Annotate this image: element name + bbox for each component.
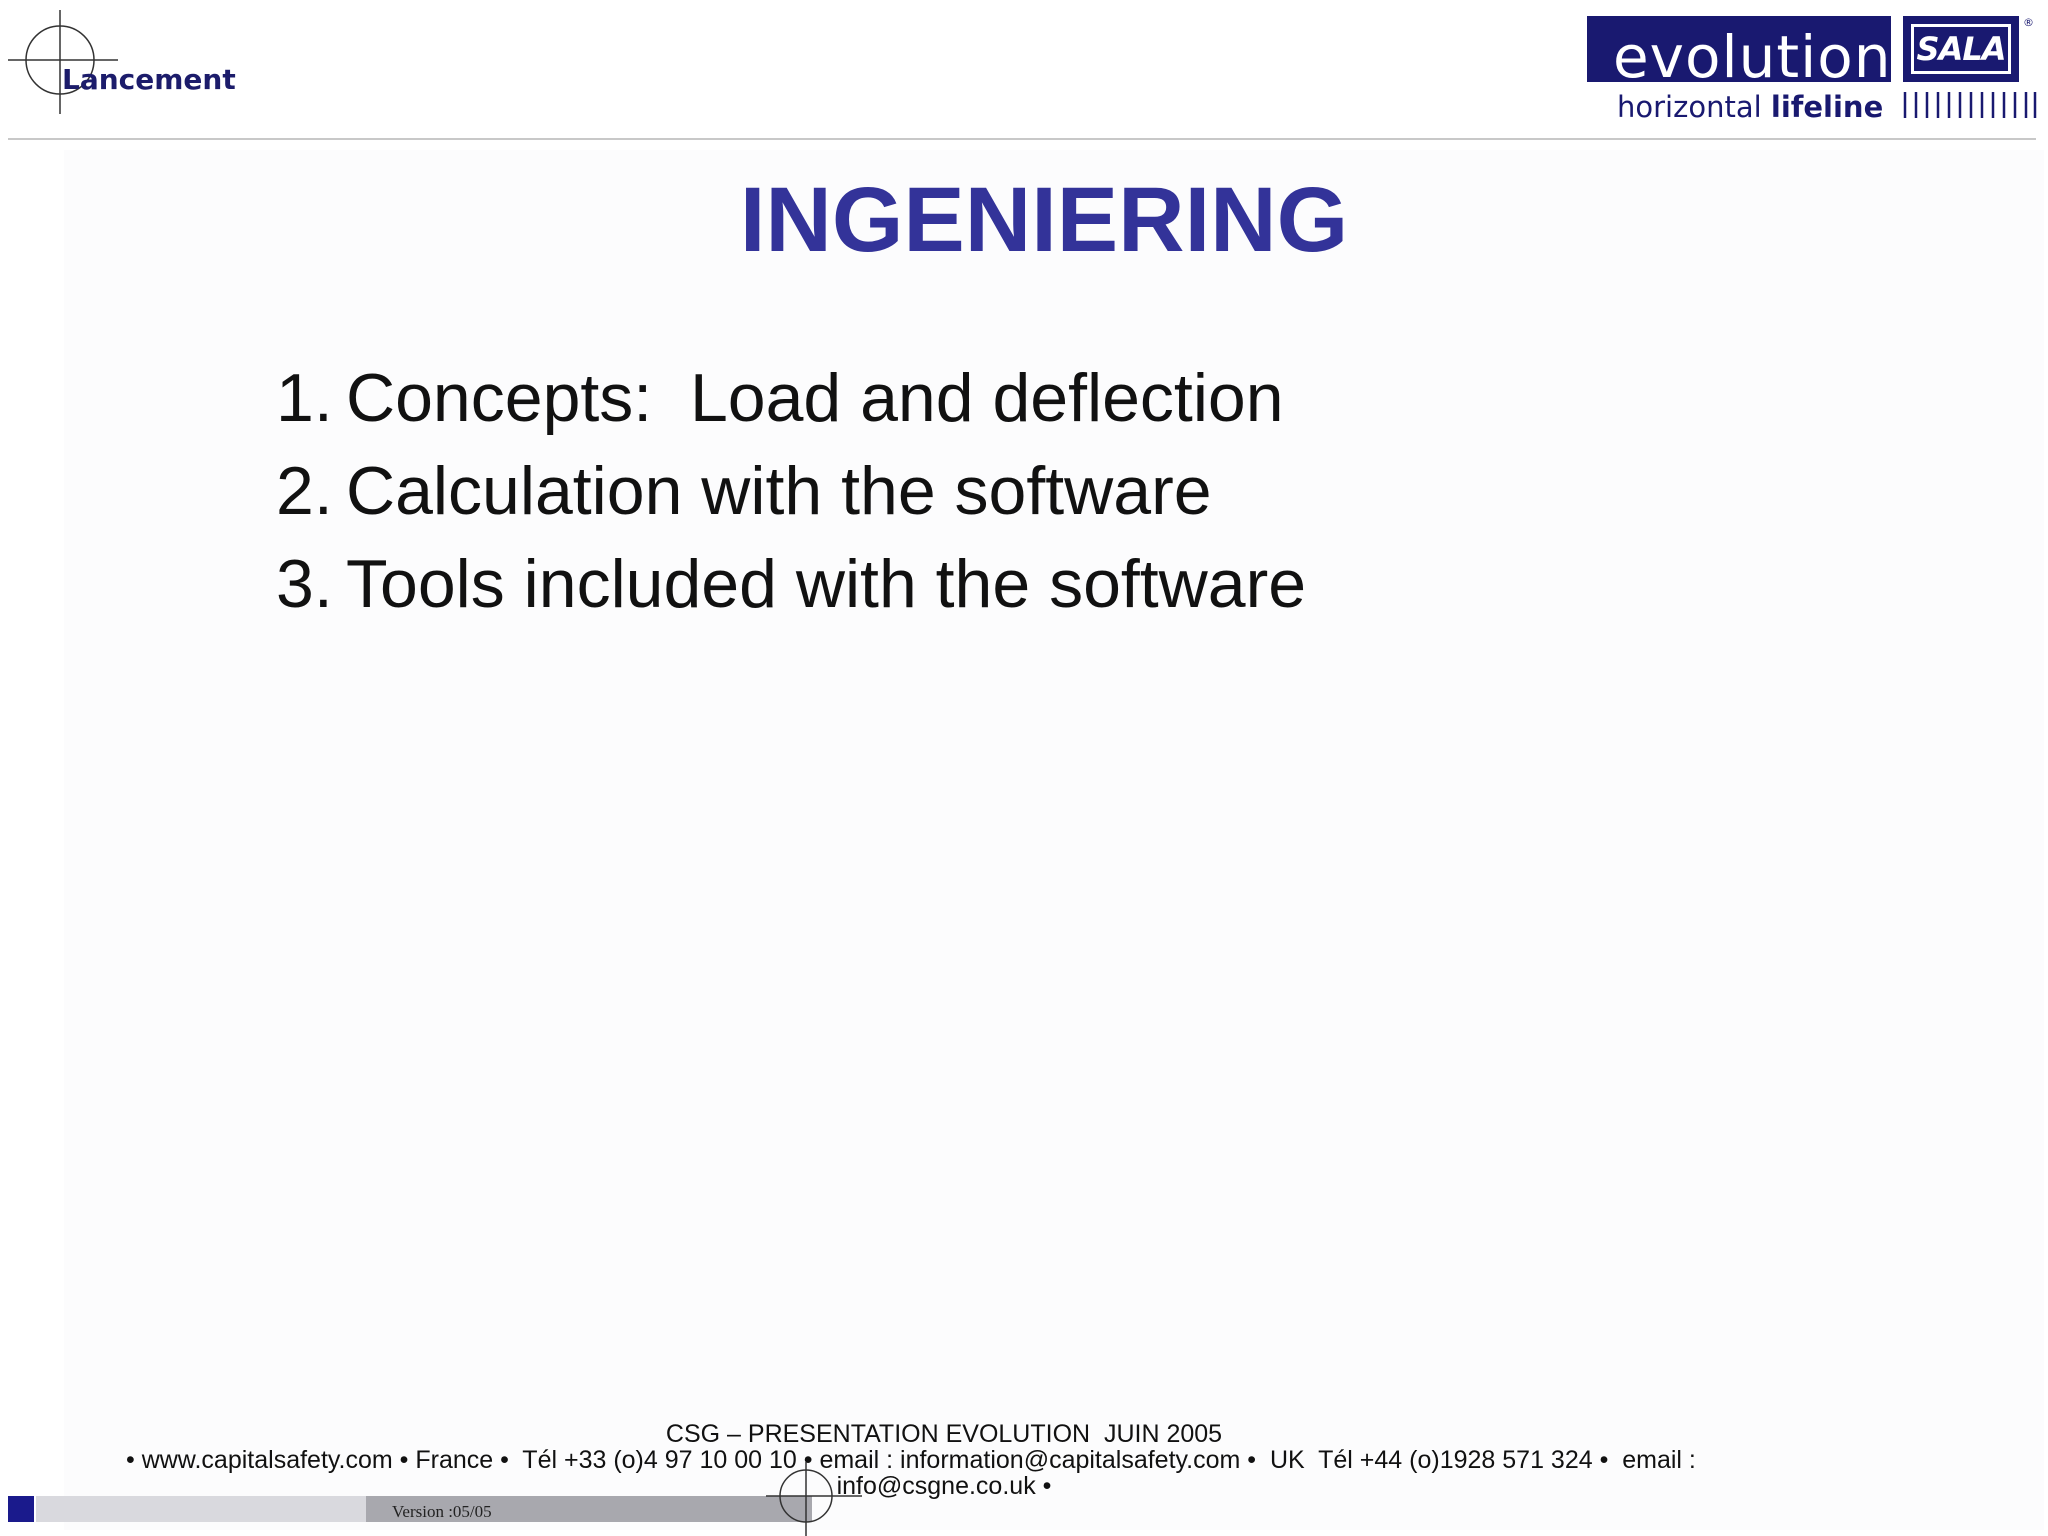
crosshair-icon (8, 10, 118, 114)
footer-bar-light (36, 1496, 366, 1522)
list-item-text: Tools included with the software (346, 546, 1307, 622)
footer-accent-square (8, 1496, 34, 1522)
evolution-sala-logo (1587, 16, 2037, 124)
version-label: Version :05/05 (392, 1502, 492, 1521)
logo-partner: SALA (1911, 24, 2011, 74)
logo-brand: evolution (1613, 23, 1891, 82)
footer-contact-email: info@csgne.co.uk • (836, 1472, 1052, 1500)
agenda-list (276, 352, 1306, 631)
list-item-text: Calculation with the software (346, 453, 1212, 529)
section-label: Lancement (62, 63, 236, 96)
list-item-number: 2. (276, 453, 333, 529)
logo-tagline-regular: horizontal (1617, 90, 1762, 124)
list-item-text: Concepts: Load and deflection (346, 360, 1284, 436)
crosshair-icon (766, 1462, 862, 1536)
evolution-logo-box (1587, 16, 1891, 82)
list-item-number: 1. (276, 360, 333, 436)
list-item (276, 538, 1306, 631)
footer-title: CSG – PRESENTATION EVOLUTION JUIN 2005 (665, 1420, 1223, 1448)
registered-mark: ® (2023, 16, 2034, 29)
list-item (276, 352, 1306, 445)
list-item-number: 3. (276, 546, 333, 622)
sala-logo-box (1903, 16, 2019, 82)
logo-tagline (1617, 90, 1883, 124)
slide-title: INGENIERING (739, 169, 1349, 271)
list-item (276, 445, 1306, 538)
logo-tagline-bold: lifeline (1770, 90, 1884, 124)
barcode-stripes-icon (1903, 92, 2037, 118)
footer-contact: • www.capitalsafety.com • France • Tél +33 (o)4 97 10 00 10 • email : information@capitalsafety.com • UK Tél +44 (o)1928 571 324 • email : (126, 1446, 1696, 1474)
header-divider (8, 138, 2036, 140)
